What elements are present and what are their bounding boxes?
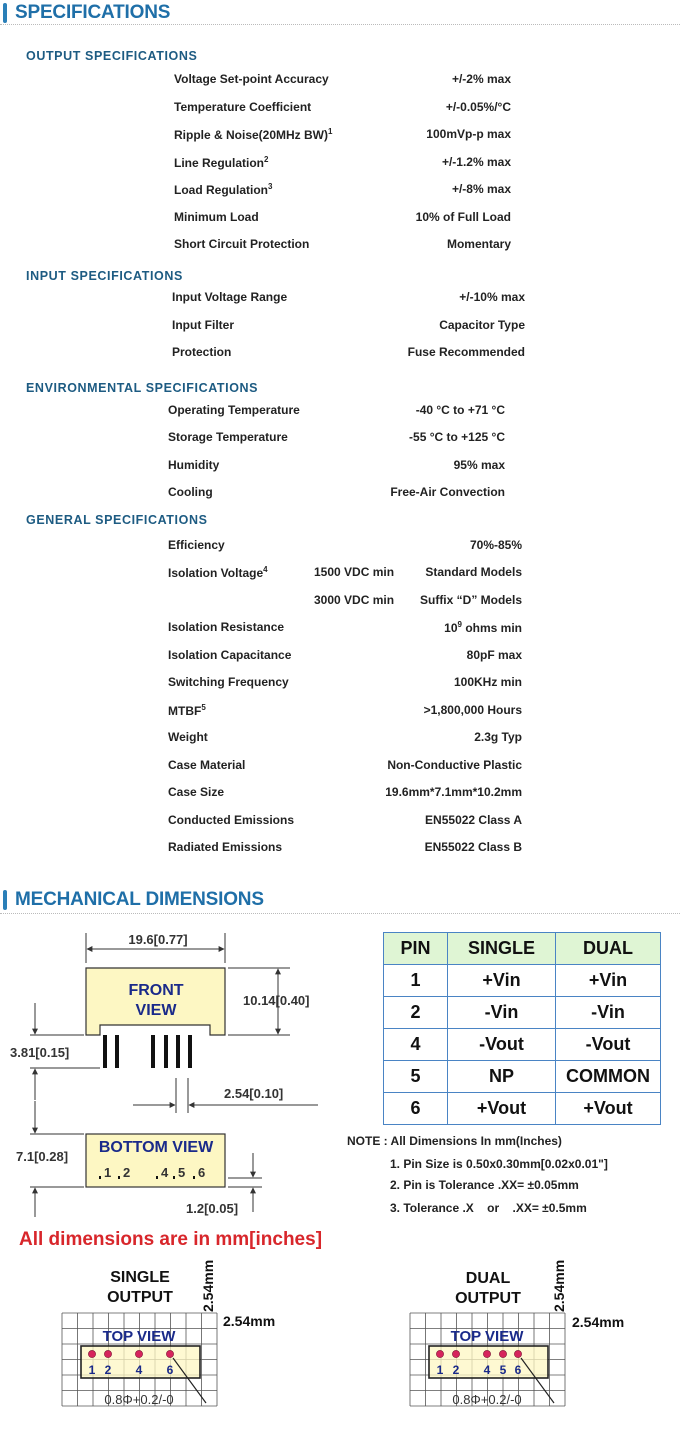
dual-output-title-1: DUAL	[465, 1270, 511, 1287]
pin-length-dimension: 3.81[0.15]	[10, 1045, 70, 1060]
spec-label: Isolation Resistance	[168, 620, 285, 634]
pin	[164, 1035, 168, 1068]
bottom-view-pin-label: 4	[161, 1165, 169, 1180]
spec-value: 95% max	[453, 458, 505, 472]
spec-label: Cooling	[168, 485, 213, 499]
pin-pitch-dimension: 2.54[0.10]	[224, 1086, 284, 1101]
title-bar-icon	[3, 3, 7, 23]
spec-label: Weight	[168, 730, 208, 744]
spec-value: Suffix “D” Models	[419, 593, 522, 607]
spec-value: 100mVp-p max	[426, 127, 511, 141]
spec-label: Voltage Set-point Accuracy	[174, 72, 329, 86]
spec-value: 19.6mm*7.1mm*10.2mm	[385, 785, 522, 799]
spec-label: Line Regulation$^2$	[174, 155, 269, 170]
spec-value: EN55022 Class A	[425, 813, 522, 827]
single-output-horizontal-dim: 2.54mm	[223, 1313, 276, 1329]
pin-table	[383, 932, 661, 1125]
spec-label: Input Filter	[172, 318, 234, 332]
pin-hole-icon	[483, 1350, 490, 1357]
pin-table-cell: -Vin	[556, 997, 661, 1029]
mechanical-drawing	[0, 925, 340, 1220]
front-view-label-2: VIEW	[135, 1002, 177, 1019]
spec-label: Minimum Load	[174, 210, 259, 224]
mechanical-dimensions-title	[0, 887, 264, 913]
pin-number-label: 1	[88, 1363, 96, 1377]
pin-table-cell: 1	[384, 965, 448, 997]
pin-number-label: 5	[499, 1363, 507, 1377]
spec-label: Case Size	[168, 785, 225, 799]
input-specs-heading: INPUT SPECIFICATIONS	[26, 269, 183, 283]
pin-table-row	[384, 997, 661, 1029]
pin-table-cell: -Vout	[556, 1029, 661, 1061]
single-output-title-2: OUTPUT	[107, 1289, 173, 1306]
spec-value: +/-10% max	[459, 290, 525, 304]
top-view-label: TOP VIEW	[102, 1328, 176, 1345]
pin-table-header-row	[384, 933, 661, 965]
pin-table-header: DUAL	[556, 933, 661, 965]
pin-number-label: 1	[436, 1363, 444, 1377]
pin-table-header: SINGLE	[448, 933, 556, 965]
pin	[103, 1035, 107, 1068]
note-item: 1. Pin Size is 0.50x0.30mm[0.02x0.01"]	[390, 1157, 608, 1171]
spec-value: Capacitor Type	[439, 318, 525, 332]
spec-value: -40 °C to +71 °C	[415, 403, 505, 417]
note-item: 3. Tolerance .X or .XX= ±0.5mm	[390, 1201, 587, 1215]
single-output-diagram	[0, 1255, 320, 1440]
pin-number-label: 4	[483, 1363, 491, 1377]
pin-table-cell: 4	[384, 1029, 448, 1061]
general-specs-heading: GENERAL SPECIFICATIONS	[26, 513, 208, 527]
width-dimension: 19.6[0.77]	[128, 932, 188, 947]
pin-table-cell: +Vout	[448, 1093, 556, 1125]
pin-table-cell: COMMON	[556, 1061, 661, 1093]
height-dimension: 10.14[0.40]	[243, 993, 310, 1008]
pin-number-label: 6	[166, 1363, 174, 1377]
spec-label: Load Regulation$^3$	[174, 182, 273, 197]
pin-hole-icon	[436, 1350, 443, 1357]
pin-table-row	[384, 965, 661, 997]
pin	[176, 1035, 180, 1068]
spec-label: Humidity	[168, 458, 220, 472]
pin-table-cell: +Vout	[556, 1093, 661, 1125]
spec-label: Temperature Coefficient	[174, 100, 312, 114]
spec-value: Free-Air Convection	[390, 485, 505, 499]
spec-value: 10% of Full Load	[415, 210, 511, 224]
pin-table-cell: 5	[384, 1061, 448, 1093]
dual-output-title-2: OUTPUT	[455, 1290, 521, 1307]
spec-value: $10^9$ ohms min	[444, 620, 522, 635]
specifications-title	[0, 0, 170, 26]
spec-label: Conducted Emissions	[168, 813, 295, 827]
pin-number-label: 4	[135, 1363, 143, 1377]
spec-label: Radiated Emissions	[168, 840, 283, 854]
specifications-title-text: SPECIFICATIONS	[15, 2, 171, 23]
hole-dimension: 0.8Φ+0.2/-0	[104, 1392, 174, 1407]
dual-output-horizontal-dim: 2.54mm	[572, 1314, 625, 1330]
top-view-label: TOP VIEW	[450, 1328, 524, 1345]
note-item: 2. Pin is Tolerance .XX= ±0.05mm	[390, 1178, 579, 1192]
single-output-vertical-dim: 2.54mm	[200, 1259, 216, 1312]
spec-label: Protection	[172, 345, 232, 359]
title-divider	[0, 24, 680, 25]
bottom-view-label: BOTTOM VIEW	[98, 1139, 214, 1156]
spec-value: +/-0.05%/°C	[445, 100, 511, 114]
spec-value: Standard Models	[425, 565, 522, 579]
pin-hole-icon	[166, 1350, 173, 1357]
spec-value: EN55022 Class B	[424, 840, 522, 854]
pin-hole-icon	[135, 1350, 142, 1357]
pin-table-cell: +Vin	[448, 965, 556, 997]
title-bar-icon	[3, 890, 7, 910]
pin-table-row	[384, 1093, 661, 1125]
pin-hole-icon	[88, 1350, 95, 1357]
spec-value: +/-2% max	[451, 72, 511, 86]
pin-table-cell: -Vin	[448, 997, 556, 1029]
pin-hole-icon	[104, 1350, 111, 1357]
spec-label: Isolation Capacitance	[168, 648, 292, 662]
pin-number-label: 2	[452, 1363, 460, 1377]
pin-number-label: 2	[104, 1363, 112, 1377]
bottom-view-pin-mark	[156, 1176, 158, 1179]
bottom-view-pin-label: 1	[104, 1165, 112, 1180]
depth-dimension: 7.1[0.28]	[16, 1149, 69, 1164]
pin	[188, 1035, 192, 1068]
pin-table-cell: 2	[384, 997, 448, 1029]
mechanical-dimensions-title-text: MECHANICAL DIMENSIONS	[15, 889, 264, 910]
dual-output-vertical-dim: 2.54mm	[551, 1259, 567, 1312]
spec-label: Operating Temperature	[168, 403, 300, 417]
single-output-grid	[62, 1313, 217, 1407]
spec-value: >1,800,000 Hours	[423, 703, 522, 717]
spec-label: Input Voltage Range	[172, 290, 288, 304]
spec-value: Momentary	[446, 237, 511, 251]
spec-value: Non-Conductive Plastic	[387, 758, 522, 772]
spec-label: Isolation Voltage$^4$	[168, 565, 268, 580]
spec-value: -55 °C to +125 °C	[409, 430, 505, 444]
spec-value: +/-8% max	[451, 182, 511, 196]
spec-label: Storage Temperature	[168, 430, 288, 444]
pin-table-row	[384, 1061, 661, 1093]
spec-label: Case Material	[168, 758, 246, 772]
dual-output-diagram	[350, 1255, 680, 1440]
spec-label: Switching Frequency	[168, 675, 289, 689]
pin	[115, 1035, 119, 1068]
pin-table-cell: +Vin	[556, 965, 661, 997]
pin-table-cell: NP	[448, 1061, 556, 1093]
dual-output-grid	[410, 1313, 565, 1407]
environmental-specs-heading: ENVIRONMENTAL SPECIFICATIONS	[26, 381, 259, 395]
spec-mid: 1500 VDC min	[314, 565, 395, 579]
spec-value: 70%-85%	[469, 538, 522, 552]
bottom-view-pin-label: 2	[123, 1165, 131, 1180]
pin-number-label: 6	[514, 1363, 522, 1377]
output-specs-heading: OUTPUT SPECIFICATIONS	[26, 49, 198, 63]
notes-title: NOTE : All Dimensions In mm(Inches)	[347, 1134, 562, 1148]
front-view-label-1: FRONT	[128, 982, 184, 999]
bottom-view-pin-label: 6	[198, 1165, 206, 1180]
spec-value: Fuse Recommended	[407, 345, 525, 359]
spec-label: Short Circuit Protection	[174, 237, 310, 251]
pin-hole-icon	[514, 1350, 521, 1357]
pin-hole-icon	[499, 1350, 506, 1357]
spec-value: 100KHz min	[453, 675, 522, 689]
pin-table-row	[384, 1029, 661, 1061]
bottom-view-pin-label: 5	[178, 1165, 186, 1180]
bottom-view-pin-mark	[173, 1176, 175, 1179]
bottom-view-pin-mark	[193, 1176, 195, 1179]
spec-value: +/-1.2% max	[441, 155, 511, 169]
hole-dimension: 0.8Φ+0.2/-0	[452, 1392, 522, 1407]
spec-value: 2.3g Typ	[474, 730, 522, 744]
pin-table-cell: 6	[384, 1093, 448, 1125]
pin-hole-icon	[452, 1350, 459, 1357]
pin-table-header: PIN	[384, 933, 448, 965]
spec-label: MTBF$^5$	[168, 703, 206, 718]
spec-mid: 3000 VDC min	[314, 593, 395, 607]
title-divider	[0, 913, 680, 914]
bottom-view-pin-mark	[118, 1176, 120, 1179]
single-output-title-1: SINGLE	[110, 1269, 170, 1286]
edge-dimension: 1.2[0.05]	[186, 1201, 239, 1216]
spec-label: Ripple & Noise(20MHz BW)$^1$	[174, 127, 333, 142]
pin	[151, 1035, 155, 1068]
all-dimensions-note: All dimensions are in mm[inches]	[19, 1229, 323, 1250]
pin-table-cell: -Vout	[448, 1029, 556, 1061]
spec-label: Efficiency	[168, 538, 225, 552]
spec-value: 80pF max	[466, 648, 522, 662]
bottom-view-pin-mark	[99, 1176, 101, 1179]
